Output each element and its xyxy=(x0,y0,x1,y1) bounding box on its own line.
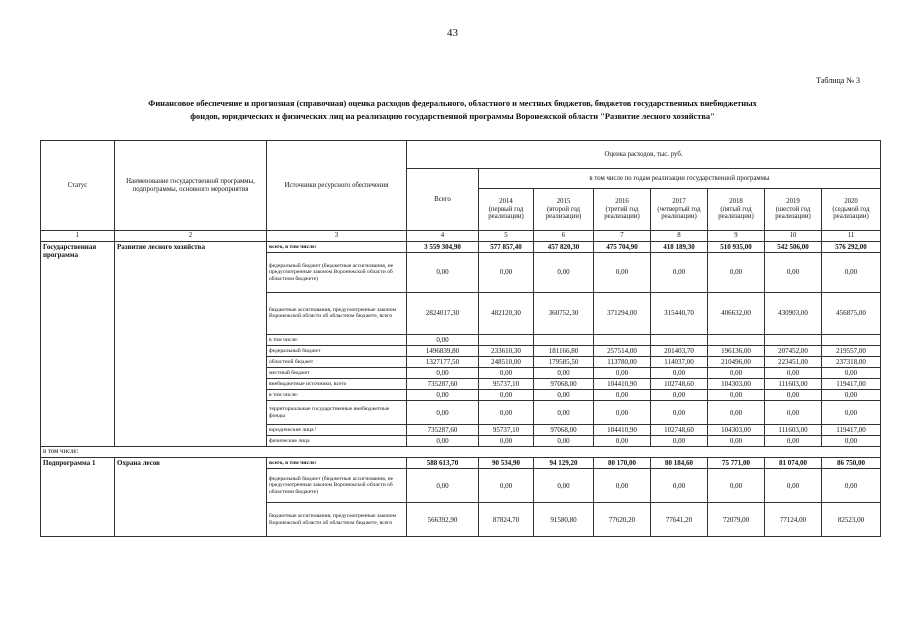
source-cell: внебюджетные источники, всего xyxy=(267,379,407,390)
value-cell: 0,00 xyxy=(407,368,479,379)
source-cell: всего, в том числе: xyxy=(267,241,407,252)
source-cell: в том числе: xyxy=(267,390,407,401)
value-cell: 95737,10 xyxy=(479,425,534,436)
value-cell: 82523,00 xyxy=(822,503,881,537)
value-cell: 0,00 xyxy=(534,390,594,401)
year-label: (четвертый год реализации) xyxy=(657,205,701,221)
value-cell: 0,00 xyxy=(407,334,479,345)
value-cell: 566392,90 xyxy=(407,503,479,537)
value-cell: 735287,60 xyxy=(407,379,479,390)
source-cell: федеральный бюджет (бюджетные ассигнования, не предусмотренные законом Воронежской области об областном бюджете) xyxy=(267,469,407,503)
status-cell: Подпрограмма 1 xyxy=(41,458,115,537)
value-cell: 0,00 xyxy=(534,401,594,425)
value-cell: 91580,80 xyxy=(534,503,594,537)
value-cell: 77641,20 xyxy=(651,503,708,537)
document-title xyxy=(30,98,875,123)
value-cell: 97068,00 xyxy=(534,425,594,436)
total-header: Всего xyxy=(407,169,479,231)
value-cell xyxy=(708,334,765,345)
value-cell xyxy=(534,334,594,345)
value-cell: 97068,00 xyxy=(534,379,594,390)
value-cell: 0,00 xyxy=(822,401,881,425)
value-cell: 111603,00 xyxy=(765,379,822,390)
value-cell: 0,00 xyxy=(822,368,881,379)
source-cell: в том числе: xyxy=(267,334,407,345)
value-cell: 482120,30 xyxy=(479,292,534,334)
table-header xyxy=(41,141,881,242)
value-cell: 0,00 xyxy=(479,252,534,292)
value-cell: 77620,20 xyxy=(594,503,651,537)
column-number: 1 xyxy=(41,231,115,242)
value-cell: 248510,00 xyxy=(479,356,534,367)
table-body xyxy=(41,241,881,536)
value-cell: 0,00 xyxy=(407,390,479,401)
value-cell: 113780,00 xyxy=(594,356,651,367)
value-cell: 181166,80 xyxy=(534,345,594,356)
column-number: 2 xyxy=(115,231,267,242)
value-cell: 510 935,00 xyxy=(708,241,765,252)
value-cell: 0,00 xyxy=(594,390,651,401)
value-cell: 0,00 xyxy=(822,252,881,292)
value-cell: 0,00 xyxy=(479,368,534,379)
value-cell: 0,00 xyxy=(651,390,708,401)
status-cell: Государственная программа xyxy=(41,241,115,446)
value-cell: 80 170,00 xyxy=(594,458,651,469)
source-cell: всего, в том числе: xyxy=(267,458,407,469)
value-cell: 0,00 xyxy=(708,252,765,292)
value-cell: 0,00 xyxy=(594,252,651,292)
source-header: Источники ресурсного обеспечения xyxy=(267,141,407,231)
value-cell: 201403,70 xyxy=(651,345,708,356)
value-cell: 371294,00 xyxy=(594,292,651,334)
value-cell: 75 771,00 xyxy=(708,458,765,469)
source-cell: федеральный бюджет (бюджетные ассигнования, не предусмотренные законом Воронежской области об областном бюджете) xyxy=(267,252,407,292)
by-year-header: в том числе по годам реализации государственной программы xyxy=(479,169,881,189)
value-cell xyxy=(594,334,651,345)
value-cell: 72079,00 xyxy=(708,503,765,537)
source-cell: территориальные государственные внебюджетные фонды xyxy=(267,401,407,425)
value-cell: 0,00 xyxy=(407,252,479,292)
value-cell: 0,00 xyxy=(651,368,708,379)
value-cell: 102748,60 xyxy=(651,425,708,436)
column-number: 4 xyxy=(407,231,479,242)
year-number: 2020 xyxy=(844,197,858,205)
value-cell xyxy=(822,334,881,345)
year-number: 2016 xyxy=(615,197,629,205)
value-cell: 104303,00 xyxy=(708,425,765,436)
table-row xyxy=(41,241,881,252)
value-cell: 86 750,00 xyxy=(822,458,881,469)
year-label: (седьмой год реализации) xyxy=(832,205,870,221)
program-header: Наименование государственной программы, подпрограммы, основного мероприятия xyxy=(115,141,267,231)
source-cell: физические лица xyxy=(267,436,407,447)
value-cell: 0,00 xyxy=(594,368,651,379)
value-cell: 542 506,00 xyxy=(765,241,822,252)
financing-table xyxy=(40,140,881,537)
value-cell: 3 559 304,90 xyxy=(407,241,479,252)
value-cell: 104410,90 xyxy=(594,379,651,390)
page-number: 43 xyxy=(447,27,458,39)
year-header xyxy=(651,189,708,231)
value-cell: 0,00 xyxy=(594,436,651,447)
source-cell: местный бюджет xyxy=(267,368,407,379)
column-number: 6 xyxy=(534,231,594,242)
column-number-row xyxy=(41,231,881,242)
value-cell: 576 292,00 xyxy=(822,241,881,252)
value-cell: 0,00 xyxy=(651,469,708,503)
value-cell: 0,00 xyxy=(822,390,881,401)
table-row xyxy=(41,458,881,469)
value-cell: 475 704,90 xyxy=(594,241,651,252)
value-cell: 0,00 xyxy=(765,436,822,447)
value-cell: 104410,90 xyxy=(594,425,651,436)
value-cell: 0,00 xyxy=(479,436,534,447)
value-cell: 0,00 xyxy=(534,469,594,503)
value-cell: 119417,00 xyxy=(822,379,881,390)
value-cell: 456875,00 xyxy=(822,292,881,334)
value-cell: 315440,70 xyxy=(651,292,708,334)
value-cell: 257514,00 xyxy=(594,345,651,356)
value-cell: 0,00 xyxy=(822,469,881,503)
value-cell: 0,00 xyxy=(708,390,765,401)
table-label: Таблица № 3 xyxy=(816,76,860,85)
status-header: Статус xyxy=(41,141,115,231)
year-header xyxy=(479,189,534,231)
source-cell: юридические лица ¹ xyxy=(267,425,407,436)
source-cell: бюджетные ассигнования, предусмотренные законом Воронежской области об областном бюджете, всего xyxy=(267,503,407,537)
value-cell: 233610,30 xyxy=(479,345,534,356)
value-cell: 111603,00 xyxy=(765,425,822,436)
value-cell: 406632,00 xyxy=(708,292,765,334)
value-cell: 1496839,80 xyxy=(407,345,479,356)
value-cell xyxy=(765,334,822,345)
value-cell: 0,00 xyxy=(822,436,881,447)
value-cell: 90 534,90 xyxy=(479,458,534,469)
value-cell: 179585,50 xyxy=(534,356,594,367)
value-cell: 223451,00 xyxy=(765,356,822,367)
value-cell: 95737,10 xyxy=(479,379,534,390)
column-number: 10 xyxy=(765,231,822,242)
value-cell: 360752,30 xyxy=(534,292,594,334)
in-that-number-row xyxy=(41,447,881,458)
value-cell: 0,00 xyxy=(765,368,822,379)
column-number: 11 xyxy=(822,231,881,242)
value-cell: 0,00 xyxy=(534,252,594,292)
value-cell: 0,00 xyxy=(651,252,708,292)
value-cell: 0,00 xyxy=(708,401,765,425)
value-cell: 0,00 xyxy=(407,436,479,447)
value-cell: 0,00 xyxy=(765,401,822,425)
year-number: 2015 xyxy=(556,197,571,205)
value-cell: 237318,00 xyxy=(822,356,881,367)
program-cell: Развитие лесного хозяйства xyxy=(115,241,267,446)
value-cell: 430903,00 xyxy=(765,292,822,334)
value-cell: 0,00 xyxy=(534,436,594,447)
value-cell: 588 613,70 xyxy=(407,458,479,469)
year-number: 2019 xyxy=(786,197,800,205)
value-cell: 0,00 xyxy=(651,436,708,447)
value-cell: 418 189,30 xyxy=(651,241,708,252)
value-cell: 0,00 xyxy=(765,390,822,401)
value-cell: 0,00 xyxy=(651,401,708,425)
in-that-number-cell: в том числе: xyxy=(41,447,881,458)
source-cell: федеральный бюджет xyxy=(267,345,407,356)
value-cell: 0,00 xyxy=(708,469,765,503)
value-cell: 0,00 xyxy=(708,436,765,447)
source-cell: областной бюджет xyxy=(267,356,407,367)
value-cell: 196136,00 xyxy=(708,345,765,356)
value-cell: 0,00 xyxy=(594,469,651,503)
value-cell: 0,00 xyxy=(479,469,534,503)
value-cell: 210496,00 xyxy=(708,356,765,367)
estimate-header: Оценка расходов, тыс. руб. xyxy=(407,141,881,169)
year-number: 2017 xyxy=(672,197,686,205)
value-cell: 457 820,30 xyxy=(534,241,594,252)
title-line-1: Финансовое обеспечение и прогнозная (справочная) оценка расходов федерального, областного и местных бюджетов, бюджетов государственных внебюджетных xyxy=(148,99,757,108)
value-cell: 0,00 xyxy=(407,401,479,425)
column-number: 7 xyxy=(594,231,651,242)
value-cell: 0,00 xyxy=(479,401,534,425)
column-number: 5 xyxy=(479,231,534,242)
year-header xyxy=(822,189,881,231)
value-cell: 0,00 xyxy=(594,401,651,425)
value-cell: 104303,00 xyxy=(708,379,765,390)
value-cell: 81 074,00 xyxy=(765,458,822,469)
year-number: 2018 xyxy=(729,197,743,205)
value-cell xyxy=(479,334,534,345)
value-cell: 0,00 xyxy=(765,469,822,503)
year-label: (третий год реализации) xyxy=(604,205,640,221)
value-cell: 207452,00 xyxy=(765,345,822,356)
value-cell: 80 184,60 xyxy=(651,458,708,469)
year-header xyxy=(534,189,594,231)
column-number: 9 xyxy=(708,231,765,242)
value-cell: 2824017,30 xyxy=(407,292,479,334)
value-cell: 0,00 xyxy=(765,252,822,292)
value-cell: 94 129,20 xyxy=(534,458,594,469)
column-number: 3 xyxy=(267,231,407,242)
year-label: (шестой год реализации) xyxy=(775,205,811,221)
value-cell xyxy=(651,334,708,345)
year-label: (пятый год реализации) xyxy=(718,205,754,221)
value-cell: 87824,70 xyxy=(479,503,534,537)
value-cell: 114037,00 xyxy=(651,356,708,367)
value-cell: 0,00 xyxy=(708,368,765,379)
year-label: (второй год реализации) xyxy=(545,205,582,221)
year-header xyxy=(765,189,822,231)
value-cell: 0,00 xyxy=(534,368,594,379)
year-header xyxy=(594,189,651,231)
value-cell: 0,00 xyxy=(479,390,534,401)
value-cell: 102748,60 xyxy=(651,379,708,390)
column-number: 8 xyxy=(651,231,708,242)
value-cell: 0,00 xyxy=(407,469,479,503)
value-cell: 577 857,40 xyxy=(479,241,534,252)
value-cell: 735287,60 xyxy=(407,425,479,436)
value-cell: 119417,00 xyxy=(822,425,881,436)
value-cell: 77124,00 xyxy=(765,503,822,537)
year-label: (первый год реализации) xyxy=(488,205,524,221)
year-header xyxy=(708,189,765,231)
title-line-2: фондов, юридических и физических лиц на реализацию государственной программы Воронежской области "Развитие лесного хозяйства" xyxy=(190,111,715,121)
year-number: 2014 xyxy=(499,197,513,205)
value-cell: 1327177,50 xyxy=(407,356,479,367)
program-cell: Охрана лесов xyxy=(115,458,267,537)
header-row xyxy=(41,141,881,169)
source-cell: бюджетные ассигнования, предусмотренные законом Воронежской области об областном бюджете, всего xyxy=(267,292,407,334)
value-cell: 219557,00 xyxy=(822,345,881,356)
